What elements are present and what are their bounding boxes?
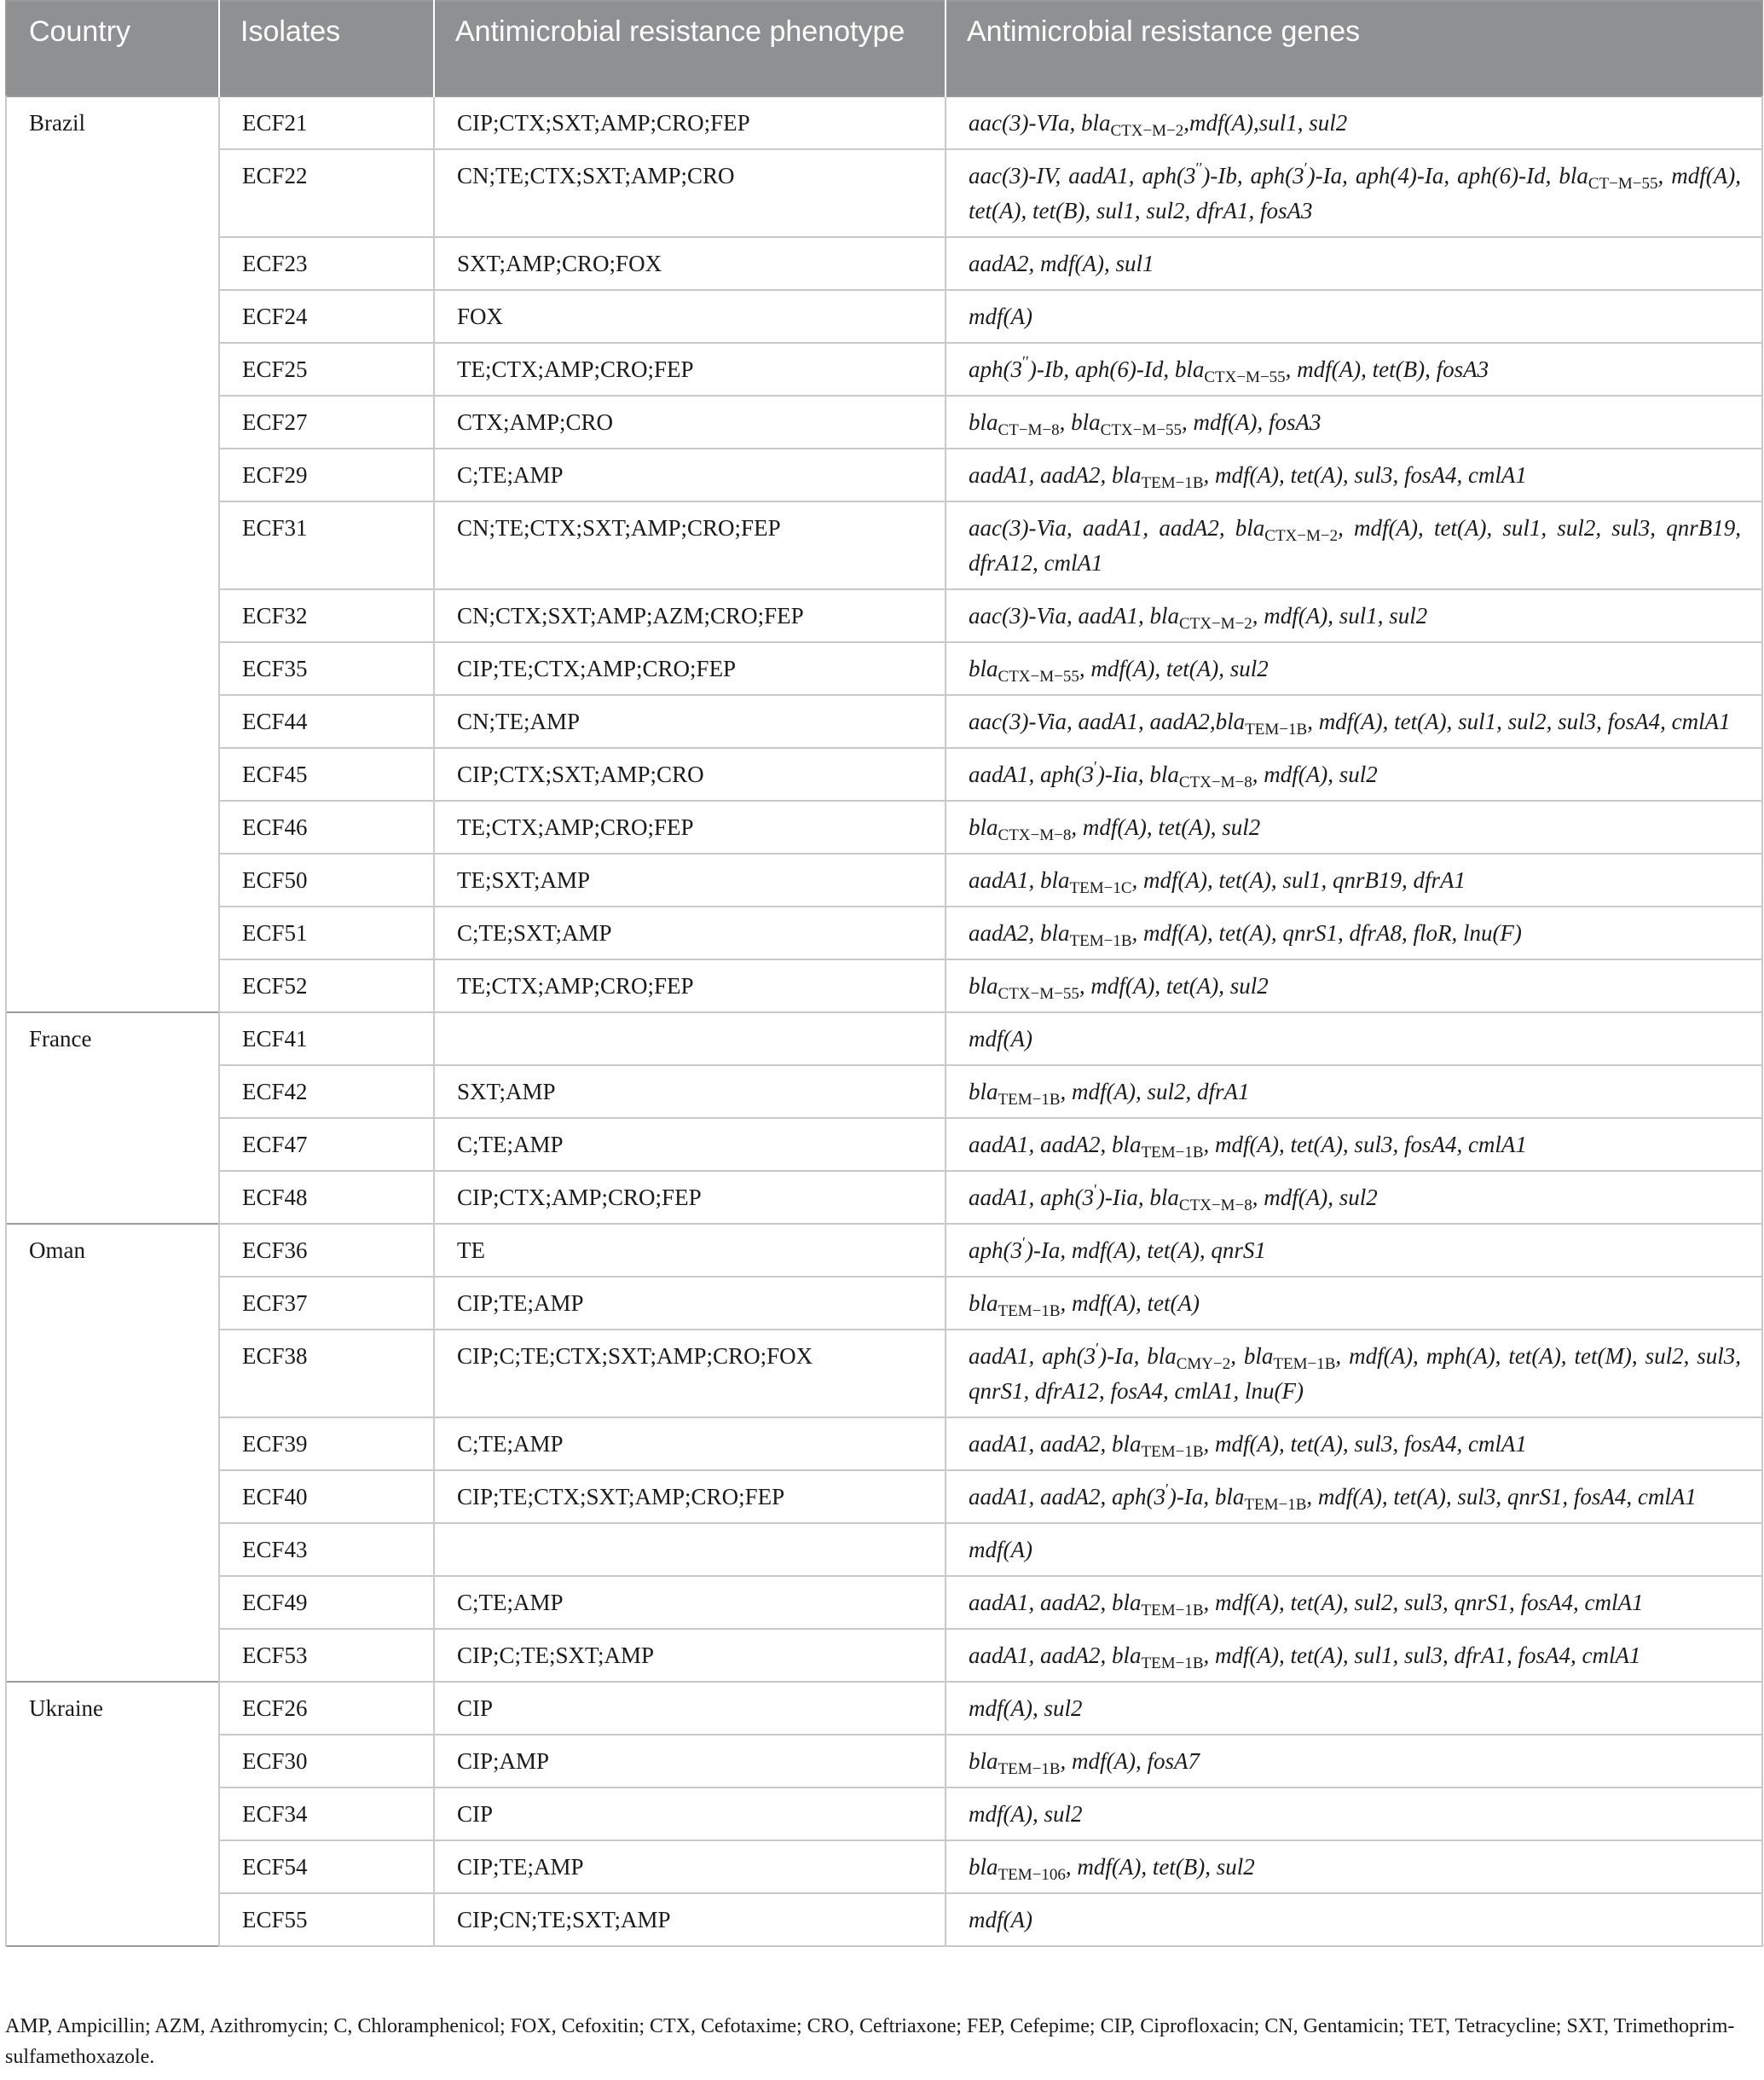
phenotype-cell: CIP <box>434 1682 946 1735</box>
isolate-cell: ECF22 <box>219 149 434 237</box>
table-row <box>6 1470 1762 1523</box>
genes-cell: bla$_{TEM-106}$, mdf(A), tet(B), sul2 <box>946 1840 1762 1893</box>
isolate-cell: ECF45 <box>219 748 434 801</box>
table-row <box>6 907 1762 959</box>
country-cell: Ukraine <box>6 1682 219 1946</box>
genes-cell: bla$_{CTX-M-55}$, mdf(A), tet(A), sul2 <box>946 959 1762 1012</box>
country-cell: Brazil <box>6 96 219 1012</box>
phenotype-cell: CTX;AMP;CRO <box>434 396 946 449</box>
isolate-cell: ECF53 <box>219 1629 434 1682</box>
phenotype-cell: CIP;CTX;SXT;AMP;CRO <box>434 748 946 801</box>
table-row <box>6 1735 1762 1787</box>
header-country: Country <box>6 1 219 96</box>
phenotype-cell: CIP;CTX;AMP;CRO;FEP <box>434 1171 946 1224</box>
table-row <box>6 1576 1762 1629</box>
phenotype-cell: C;TE;AMP <box>434 1118 946 1171</box>
isolate-cell: ECF36 <box>219 1224 434 1277</box>
phenotype-cell: TE;SXT;AMP <box>434 854 946 907</box>
genes-cell: bla$_{CTX-M-55}$, mdf(A), tet(A), sul2 <box>946 642 1762 695</box>
phenotype-cell <box>434 1523 946 1576</box>
isolate-cell: ECF46 <box>219 801 434 854</box>
isolate-cell: ECF23 <box>219 237 434 290</box>
phenotype-cell: CN;TE;AMP <box>434 695 946 748</box>
table-row <box>6 96 1762 149</box>
phenotype-cell: CIP;CN;TE;SXT;AMP <box>434 1893 946 1946</box>
genes-cell: aph(3′′)-Ib, aph(6)-Id, bla$_{CTX-M-55}$, mdf(A), tet(B), fosA3 <box>946 343 1762 396</box>
table-row <box>6 695 1762 748</box>
isolate-cell: ECF24 <box>219 290 434 343</box>
table-row <box>6 1787 1762 1840</box>
table-row <box>6 801 1762 854</box>
phenotype-cell: FOX <box>434 290 946 343</box>
phenotype-cell: CIP;TE;CTX;SXT;AMP;CRO;FEP <box>434 1470 946 1523</box>
header-genes: Antimicrobial resistance genes <box>946 1 1762 96</box>
table-row <box>6 1118 1762 1171</box>
phenotype-cell: SXT;AMP;CRO;FOX <box>434 237 946 290</box>
genes-cell: aadA1, bla$_{TEM-1C}$, mdf(A), tet(A), sul1, qnrB19, dfrA1 <box>946 854 1762 907</box>
header-isolates: Isolates <box>219 1 434 96</box>
genes-cell: aadA1, aph(3′)-Iia, bla$_{CTX-M-8}$, mdf(A), sul2 <box>946 1171 1762 1224</box>
genes-cell: aadA1, aadA2, bla$_{TEM-1B}$, mdf(A), tet(A), sul3, fosA4, cmlA1 <box>946 1417 1762 1470</box>
genes-cell: aac(3)-IV, aadA1, aph(3′′)-Ib, aph(3′)-Ia, aph(4)-Ia, aph(6)-Id, bla$_{CT-M-55}$, mdf(A), tet(A), tet(B), sul1, sul2, dfrA1, fosA3 <box>946 149 1762 237</box>
genes-cell: aadA1, aadA2, bla$_{TEM-1B}$, mdf(A), tet(A), sul3, fosA4, cmlA1 <box>946 1118 1762 1171</box>
genes-cell: mdf(A) <box>946 1012 1762 1065</box>
country-cell: France <box>6 1012 219 1224</box>
phenotype-cell: CIP;C;TE;CTX;SXT;AMP;CRO;FOX <box>434 1330 946 1417</box>
phenotype-cell: CIP;TE;AMP <box>434 1277 946 1330</box>
isolate-cell: ECF43 <box>219 1523 434 1576</box>
genes-cell: bla$_{CTX-M-8}$, mdf(A), tet(A), sul2 <box>946 801 1762 854</box>
isolate-cell: ECF29 <box>219 449 434 501</box>
resistance-table-container <box>5 0 1761 1947</box>
table-row <box>6 1065 1762 1118</box>
phenotype-cell: CIP;C;TE;SXT;AMP <box>434 1629 946 1682</box>
genes-cell: aadA2, mdf(A), sul1 <box>946 237 1762 290</box>
isolate-cell: ECF32 <box>219 589 434 642</box>
phenotype-cell: CN;TE;CTX;SXT;AMP;CRO <box>434 149 946 237</box>
genes-cell: mdf(A), sul2 <box>946 1787 1762 1840</box>
isolate-cell: ECF34 <box>219 1787 434 1840</box>
genes-cell: mdf(A) <box>946 1523 1762 1576</box>
table-row <box>6 1840 1762 1893</box>
genes-cell: bla$_{TEM-1B}$, mdf(A), fosA7 <box>946 1735 1762 1787</box>
table-row <box>6 343 1762 396</box>
phenotype-cell: C;TE;AMP <box>434 449 946 501</box>
genes-cell: aadA1, aadA2, aph(3′)-Ia, bla$_{TEM-1B}$, mdf(A), tet(A), sul3, qnrS1, fosA4, cmlA1 <box>946 1470 1762 1523</box>
table-row <box>6 1224 1762 1277</box>
table-row <box>6 396 1762 449</box>
genes-cell: aph(3′)-Ia, mdf(A), tet(A), qnrS1 <box>946 1224 1762 1277</box>
genes-cell: aadA1, aph(3′)-Ia, bla$_{CMY-2}$, bla$_{TEM-1B}$, mdf(A), mph(A), tet(A), tet(M), sul2, sul3, qnrS1, dfrA12, fosA4, cmlA1, lnu(F) <box>946 1330 1762 1417</box>
isolate-cell: ECF50 <box>219 854 434 907</box>
isolate-cell: ECF37 <box>219 1277 434 1330</box>
phenotype-cell: TE;CTX;AMP;CRO;FEP <box>434 343 946 396</box>
genes-cell: bla$_{TEM-1B}$, mdf(A), tet(A) <box>946 1277 1762 1330</box>
isolate-cell: ECF27 <box>219 396 434 449</box>
isolate-cell: ECF40 <box>219 1470 434 1523</box>
table-row <box>6 642 1762 695</box>
phenotype-cell: CN;CTX;SXT;AMP;AZM;CRO;FEP <box>434 589 946 642</box>
phenotype-cell: TE <box>434 1224 946 1277</box>
isolate-cell: ECF39 <box>219 1417 434 1470</box>
genes-cell: bla$_{CT-M-8}$, bla$_{CTX-M-55}$, mdf(A), fosA3 <box>946 396 1762 449</box>
genes-cell: bla$_{TEM-1B}$, mdf(A), sul2, dfrA1 <box>946 1065 1762 1118</box>
table-row <box>6 959 1762 1012</box>
isolate-cell: ECF48 <box>219 1171 434 1224</box>
table-row <box>6 1012 1762 1065</box>
phenotype-cell: CIP;TE;AMP <box>434 1840 946 1893</box>
genes-cell: aac(3)-Via, aadA1, bla$_{CTX-M-2}$, mdf(A), sul1, sul2 <box>946 589 1762 642</box>
phenotype-cell: SXT;AMP <box>434 1065 946 1118</box>
resistance-table <box>5 0 1763 1947</box>
table-row <box>6 1523 1762 1576</box>
country-cell: Oman <box>6 1224 219 1682</box>
table-row <box>6 237 1762 290</box>
phenotype-cell: CIP;CTX;SXT;AMP;CRO;FEP <box>434 96 946 149</box>
isolate-cell: ECF21 <box>219 96 434 149</box>
table-body <box>6 96 1762 1946</box>
table-row <box>6 1277 1762 1330</box>
genes-cell: aadA2, bla$_{TEM-1B}$, mdf(A), tet(A), qnrS1, dfrA8, floR, lnu(F) <box>946 907 1762 959</box>
genes-cell: aadA1, aadA2, bla$_{TEM-1B}$, mdf(A), tet(A), sul2, sul3, qnrS1, fosA4, cmlA1 <box>946 1576 1762 1629</box>
phenotype-cell: TE;CTX;AMP;CRO;FEP <box>434 801 946 854</box>
genes-cell: mdf(A) <box>946 1893 1762 1946</box>
phenotype-cell: CIP;AMP <box>434 1735 946 1787</box>
phenotype-cell: C;TE;AMP <box>434 1576 946 1629</box>
table-row <box>6 149 1762 237</box>
phenotype-cell <box>434 1012 946 1065</box>
isolate-cell: ECF41 <box>219 1012 434 1065</box>
table-row <box>6 748 1762 801</box>
table-footnote: AMP, Ampicillin; AZM, Azithromycin; C, Chloramphenicol; FOX, Cefoxitin; CTX, Cefotaxime; CRO, Ceftriaxone; FEP, Cefepime; CIP, Ciprofloxacin; CN, Gentamicin; TET, Tetracycline; SXT, Trimethoprim-sulfamethoxazole. <box>5 2015 1735 2068</box>
genes-cell: mdf(A), sul2 <box>946 1682 1762 1735</box>
table-row <box>6 501 1762 589</box>
genes-cell: aac(3)-Via, aadA1, aadA2, bla$_{CTX-M-2}$, mdf(A), tet(A), sul1, sul2, sul3, qnrB19, dfrA12, cmlA1 <box>946 501 1762 589</box>
header-phenotype: Antimicrobial resistance phenotype <box>434 1 946 96</box>
isolate-cell: ECF42 <box>219 1065 434 1118</box>
genes-cell: aadA1, aadA2, bla$_{TEM-1B}$, mdf(A), tet(A), sul3, fosA4, cmlA1 <box>946 449 1762 501</box>
phenotype-cell: CIP;TE;CTX;AMP;CRO;FEP <box>434 642 946 695</box>
table-row <box>6 1417 1762 1470</box>
genes-cell: mdf(A) <box>946 290 1762 343</box>
phenotype-cell: C;TE;SXT;AMP <box>434 907 946 959</box>
isolate-cell: ECF38 <box>219 1330 434 1417</box>
table-row <box>6 1629 1762 1682</box>
header-row <box>6 1 1762 96</box>
table-row <box>6 1330 1762 1417</box>
isolate-cell: ECF55 <box>219 1893 434 1946</box>
isolate-cell: ECF26 <box>219 1682 434 1735</box>
isolate-cell: ECF54 <box>219 1840 434 1893</box>
phenotype-cell: CIP <box>434 1787 946 1840</box>
table-row <box>6 854 1762 907</box>
table-row <box>6 1171 1762 1224</box>
genes-cell: aac(3)-Via, aadA1, aadA2,bla$_{TEM-1B}$, mdf(A), tet(A), sul1, sul2, sul3, fosA4, cmlA1 <box>946 695 1762 748</box>
table-header <box>6 1 1762 96</box>
isolate-cell: ECF49 <box>219 1576 434 1629</box>
isolate-cell: ECF51 <box>219 907 434 959</box>
table-row <box>6 449 1762 501</box>
table-row <box>6 589 1762 642</box>
phenotype-cell: CN;TE;CTX;SXT;AMP;CRO;FEP <box>434 501 946 589</box>
table-row <box>6 1682 1762 1735</box>
genes-cell: aac(3)-VIa, bla$_{CTX-M-2}$,mdf(A),sul1, sul2 <box>946 96 1762 149</box>
isolate-cell: ECF25 <box>219 343 434 396</box>
isolate-cell: ECF47 <box>219 1118 434 1171</box>
isolate-cell: ECF30 <box>219 1735 434 1787</box>
isolate-cell: ECF44 <box>219 695 434 748</box>
isolate-cell: ECF31 <box>219 501 434 589</box>
phenotype-cell: C;TE;AMP <box>434 1417 946 1470</box>
phenotype-cell: TE;CTX;AMP;CRO;FEP <box>434 959 946 1012</box>
isolate-cell: ECF35 <box>219 642 434 695</box>
isolate-cell: ECF52 <box>219 959 434 1012</box>
table-row <box>6 290 1762 343</box>
genes-cell: aadA1, aadA2, bla$_{TEM-1B}$, mdf(A), tet(A), sul1, sul3, dfrA1, fosA4, cmlA1 <box>946 1629 1762 1682</box>
genes-cell: aadA1, aph(3′)-Iia, bla$_{CTX-M-8}$, mdf(A), sul2 <box>946 748 1762 801</box>
table-row <box>6 1893 1762 1946</box>
